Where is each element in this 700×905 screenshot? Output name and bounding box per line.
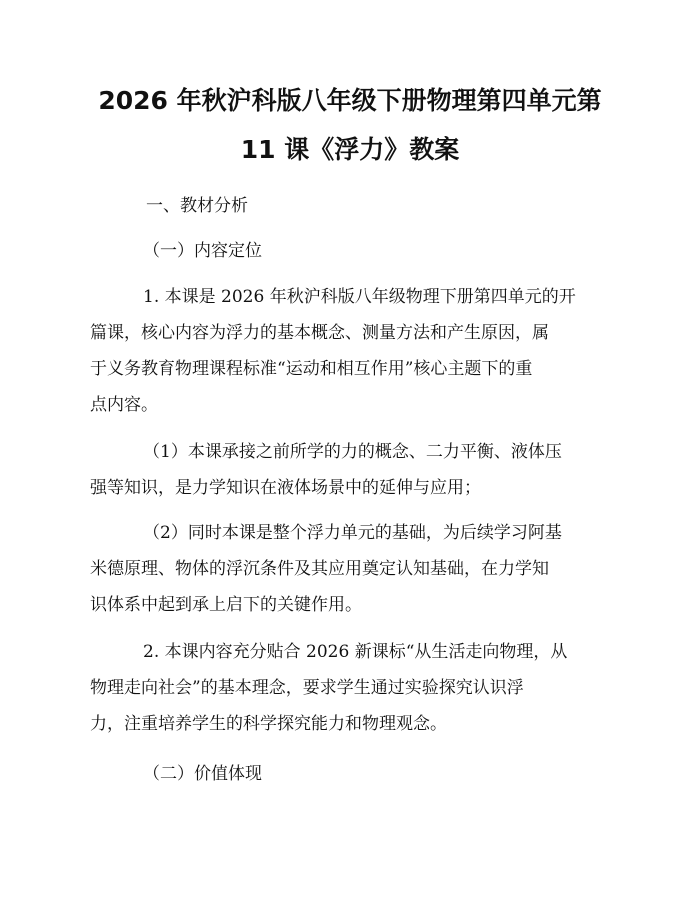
paragraph-line: 强等知识，是力学知识在液体场景中的延伸与应用； [90, 478, 481, 498]
paragraph-line: 于义务教育物理课程标准“运动和相互作用”核心主题下的重 [90, 359, 533, 379]
paragraph-line: 力，注重培养学生的科学探究能力和物理观念。 [90, 714, 447, 734]
document-title-line-1: 2026 年秋沪科版八年级下册物理第四单元第 [98, 86, 602, 115]
paragraph-line: 2. 本课内容充分贴合 2026 新课标“从生活走向物理，从 [143, 642, 568, 662]
subsection-heading-value-embodiment: （二）价值体现 [143, 764, 262, 784]
paragraph-line: 点内容。 [90, 395, 158, 415]
paragraph-line: 米德原理、物体的浮沉条件及其应用奠定认知基础，在力学知 [90, 559, 549, 579]
paragraph-line: 识体系中起到承上启下的关键作用。 [90, 595, 362, 615]
paragraph-line: 1. 本课是 2026 年秋沪科版八年级物理下册第四单元的开 [143, 287, 576, 307]
paragraph-line: （1）本课承接之前所学的力的概念、二力平衡、液体压 [143, 442, 562, 462]
document-title-line-2: 11 课《浮力》教案 [240, 135, 460, 164]
paragraph-line: （2）同时本课是整个浮力单元的基础，为后续学习阿基 [143, 523, 562, 543]
section-heading-textbook-analysis: 一、教材分析 [146, 196, 248, 216]
paragraph-line: 篇课，核心内容为浮力的基本概念、测量方法和产生原因，属 [90, 323, 549, 343]
subsection-heading-content-positioning: （一）内容定位 [143, 241, 262, 261]
paragraph-line: 物理走向社会”的基本理念，要求学生通过实验探究认识浮 [90, 678, 524, 698]
